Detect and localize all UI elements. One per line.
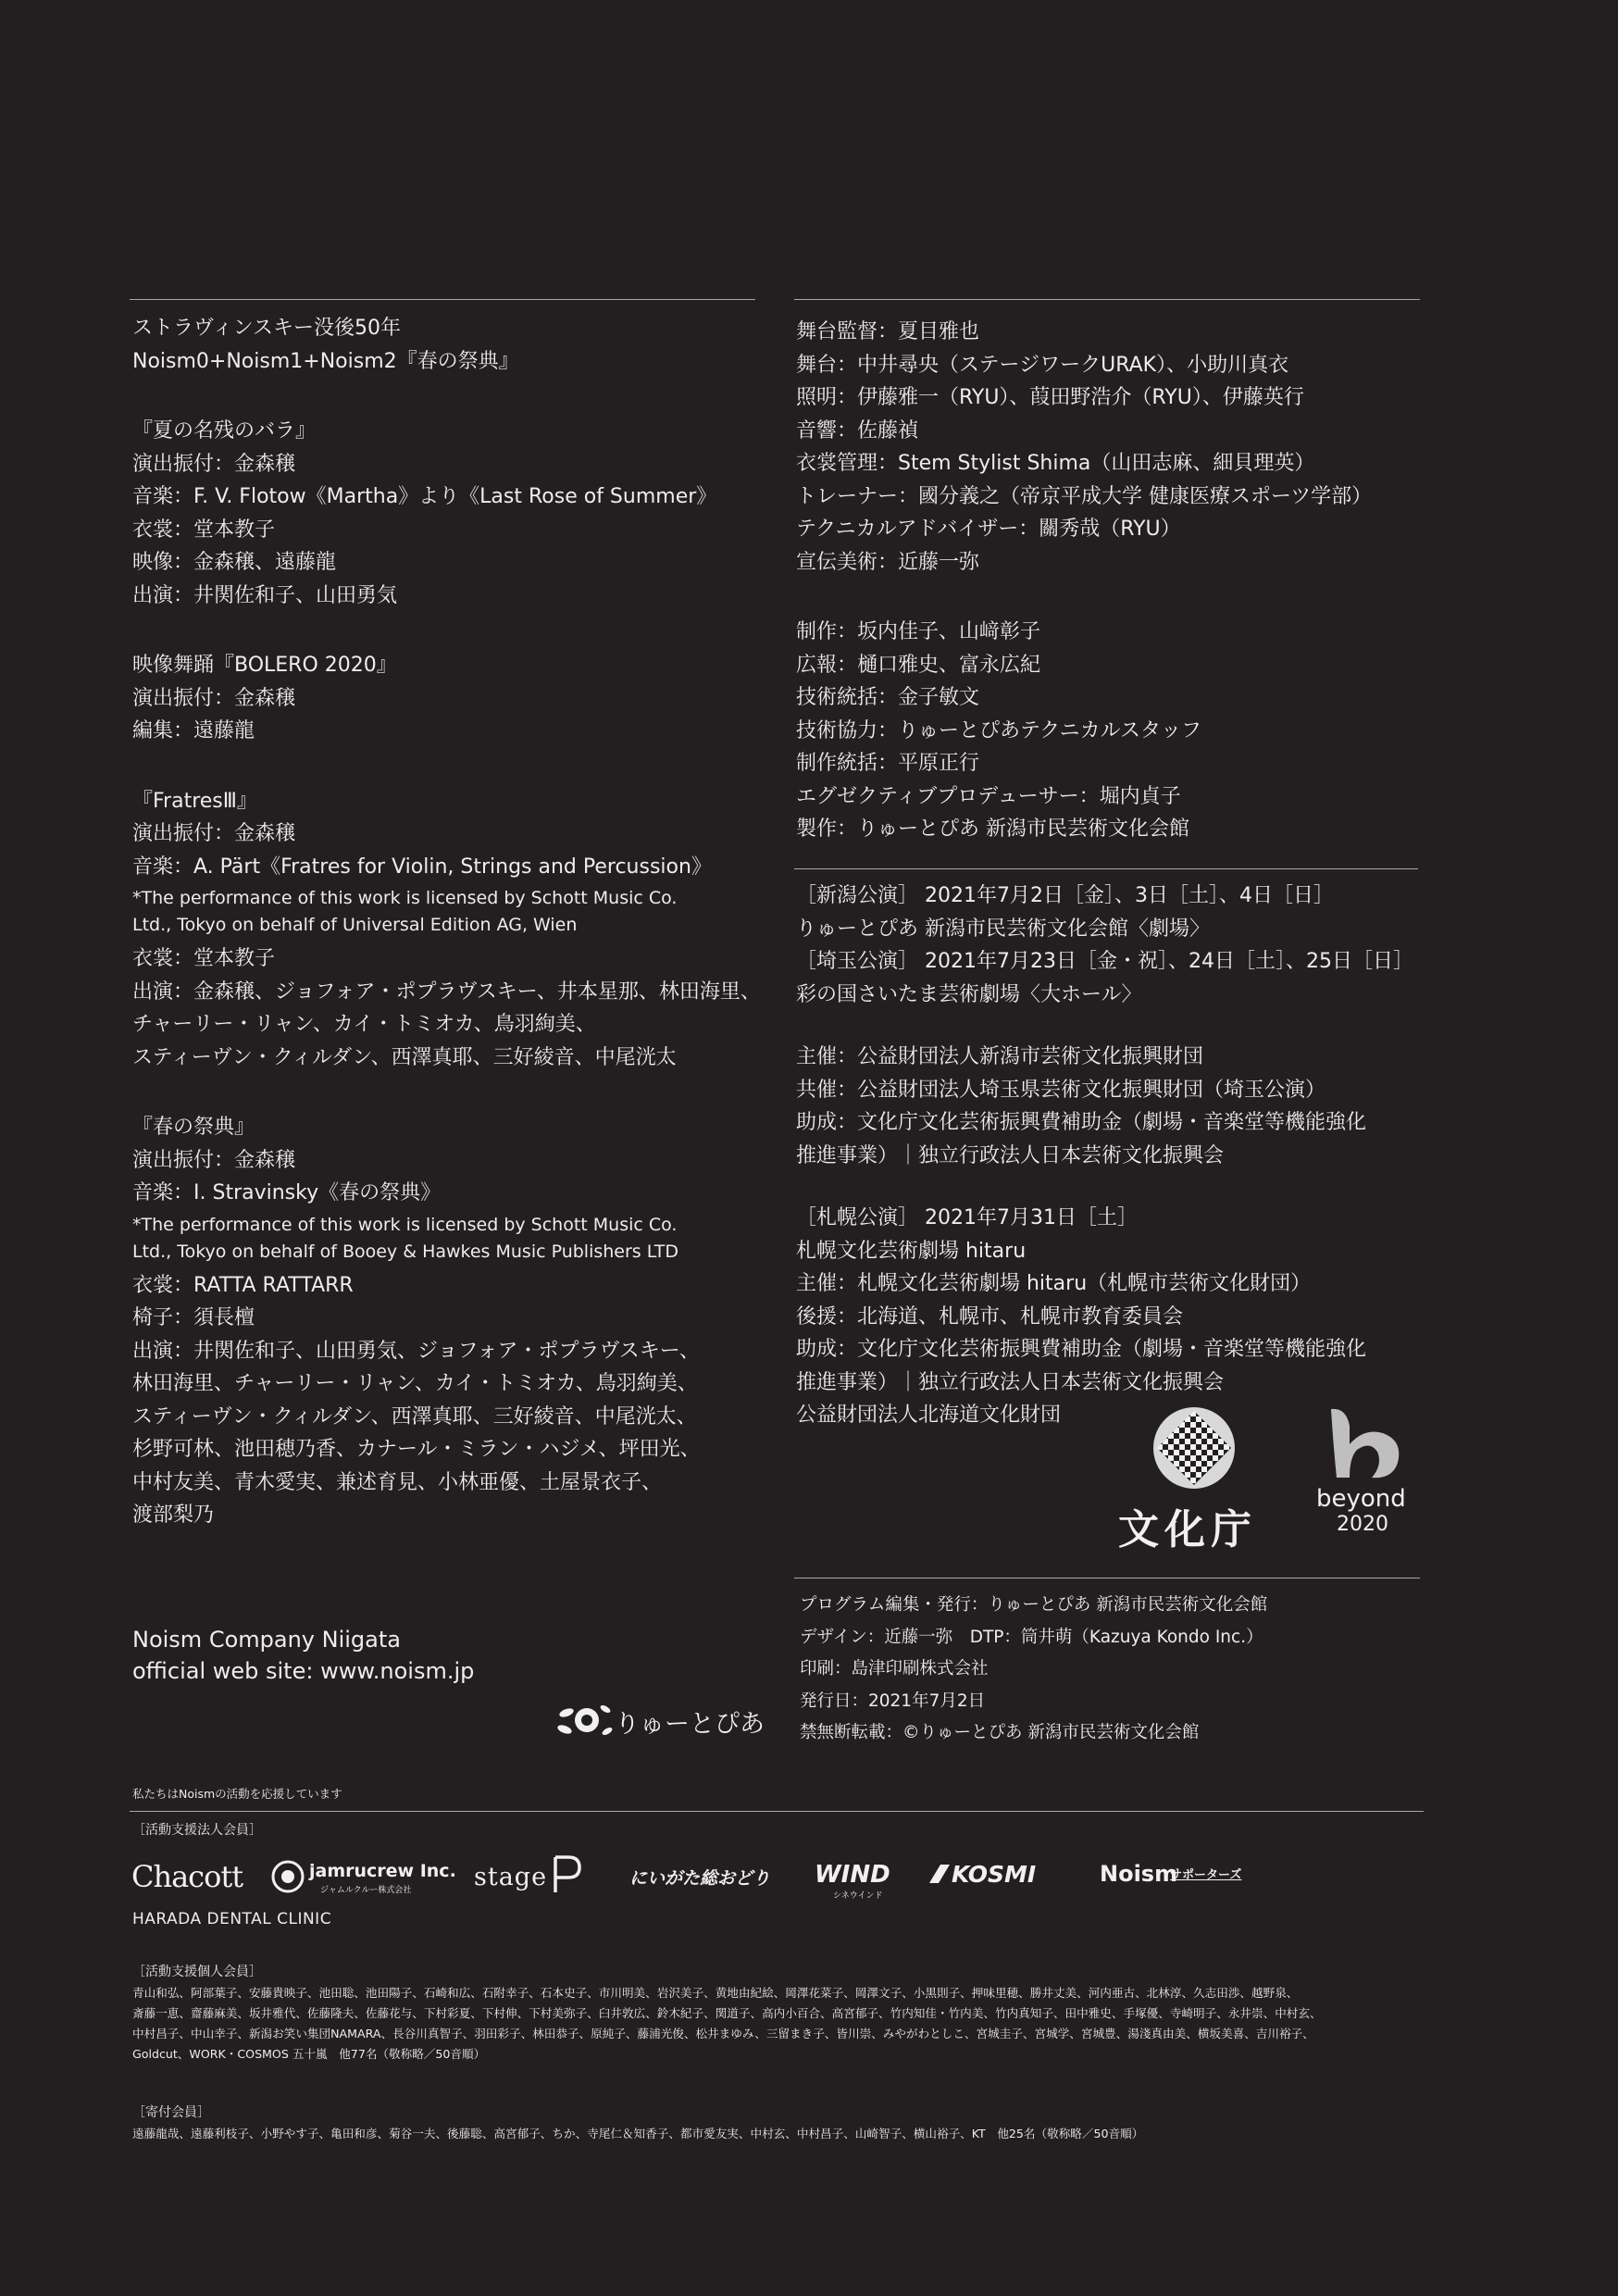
work-line: 林田海里、チャーリー・リャン、カイ・トミオカ、鳥羽絢美、 xyxy=(132,1372,698,1395)
beyond-text: beyond xyxy=(1316,1485,1406,1513)
bunkacho-logo xyxy=(1111,1405,1277,1554)
work-line: 出演：井関佐和子、山田勇気、ジョフォア・ポプラヴスキー、 xyxy=(132,1339,700,1363)
license-note: Ltd., Tokyo on behalf of Universal Edition AG, Wien xyxy=(132,915,578,935)
work-line: 演出振付：金森穣 xyxy=(132,686,296,710)
work-line: 衣裳：堂本教子 xyxy=(132,947,276,970)
noism-supporters-logo: Noism xyxy=(1100,1861,1178,1887)
wind-logo: WIND xyxy=(815,1861,890,1889)
bunkacho-checker-icon xyxy=(1151,1405,1237,1491)
work-line: 編集：遠藤龍 xyxy=(132,719,255,742)
staff-line: 照明：伊藤雅一（RYU）、葭田野浩介（RYU）、伊藤英行 xyxy=(796,386,1304,409)
member-line: 斎藤一恵、齋藤麻美、坂井雅代、佐藤隆夫、佐藤花与、下村彩夏、下村伸、下村美弥子、臼井敦広、鈴木紀子、関道子、高内小百合、高宮郁子、竹内知佳・竹内美、竹内真知子、田中雅史、手塚優、寺崎明子、永井崇、中村玄、 xyxy=(132,2006,1322,2020)
sapporo-line: 推進事業）｜独立行政法人日本芸術文化振興会 xyxy=(796,1370,1225,1394)
kosmi-logo: KOSMI xyxy=(952,1861,1037,1888)
work-line: チャーリー・リャン、カイ・トミオカ、鳥羽絢美、 xyxy=(132,1013,596,1036)
license-note: Ltd., Tokyo on behalf of Booey & Hawkes Music Publishers LTD xyxy=(132,1241,678,1262)
work-line: 演出振付：金森穣 xyxy=(132,822,296,845)
company-name: Noism Company Niigata xyxy=(132,1627,401,1653)
individual-members xyxy=(132,1961,1447,2065)
venue-rule xyxy=(794,868,1418,869)
sponsor-logos xyxy=(130,1853,1425,1900)
work-line: 映像：金森穣、遠藤龍 xyxy=(132,551,337,574)
company-info xyxy=(132,1624,474,1687)
work-line: 杉野可林、池田穂乃香、カナール・ミラン・ハジメ、坪田光、 xyxy=(132,1438,701,1461)
sapporo-line: ［札幌公演］ 2021年7月31日［土］ xyxy=(796,1206,1138,1229)
work-line: 演出振付：金森穣 xyxy=(132,1148,296,1172)
donor-members xyxy=(132,2102,1447,2144)
top-left-rule xyxy=(130,299,755,300)
donor-line: 遠藤龍哉、遠藤利枝子、小野やす子、亀田和彦、菊谷一夫、後藤聡、高宮郁子、ちか、寺尾仁＆知香子、都市愛友実、中村玄、中村昌子、山崎智子、横山裕子、KT 他25名（敬称略／50音順） xyxy=(132,2127,1144,2140)
beyond-mark-icon xyxy=(1318,1404,1411,1481)
credit-line: 発行日：2021年7月2日 xyxy=(800,1691,986,1711)
work-line: 衣裳：堂本教子 xyxy=(132,518,276,542)
venue-line: りゅーとぴあ 新潟市民芸術文化会館〈劇場〉 xyxy=(796,917,1210,941)
work-title: 『春の祭典』 xyxy=(132,1116,255,1139)
venue-line: ［埼玉公演］ 2021年7月23日［金・祝］、24日［土］、25日［日］ xyxy=(796,950,1413,973)
work-title: 『夏の名残のバラ』 xyxy=(132,419,317,443)
sapporo-line: 札幌文化芸術劇場 hitaru xyxy=(796,1239,1027,1263)
bunkacho-logo-text: 文化庁 xyxy=(1118,1506,1257,1554)
work-line: 音楽：A. Pärt《Fratres for Violin, Strings and Percussion》 xyxy=(132,855,712,879)
work-line: 渡部梨乃 xyxy=(132,1504,215,1527)
support-rule xyxy=(130,1811,1424,1812)
work-line: 椅子：須長檀 xyxy=(132,1306,255,1329)
sponsor-line: 助成：文化庁文化芸術振興費補助金（劇場・音楽堂等機能強化 xyxy=(796,1111,1367,1134)
individual-heading: ［活動支援個人会員］ xyxy=(132,1965,262,1979)
license-note: *The performance of this work is licensed by Schott Music Co. xyxy=(132,888,678,908)
sponsor-line: 推進事業）｜独立行政法人日本芸術文化振興会 xyxy=(796,1143,1225,1167)
staff-line: 技術協力：りゅーとぴあテクニカルスタッフ xyxy=(796,718,1202,742)
left-column xyxy=(132,312,780,1532)
noism-supporters-subtitle: サポーターズ xyxy=(1170,1868,1242,1882)
jamrucrew-icon xyxy=(270,1859,305,1894)
sponsor-line: 共催：公益財団法人埼玉県芸術文化振興財団（埼玉公演） xyxy=(796,1078,1326,1102)
staff-line: 音響：佐藤禎 xyxy=(796,418,919,443)
member-line: Goldcut、WORK・COSMOS 五十嵐 他77名（敬称略／50音順） xyxy=(132,2047,486,2061)
stage-p-icon xyxy=(552,1855,583,1894)
right-credits xyxy=(800,1590,1448,1750)
work-line: 出演：井関佐和子、山田勇気 xyxy=(132,583,398,607)
credit-line: プログラム編集・発行：りゅーとぴあ 新潟市民芸術文化会館 xyxy=(800,1595,1268,1615)
niigata-soodori-logo: にいがた総おどり xyxy=(629,1868,771,1889)
right-staff xyxy=(796,316,1444,846)
ryutopia-logo xyxy=(557,1698,765,1741)
stage-logo: stage xyxy=(474,1863,548,1891)
harada-dental: HARADA DENTAL CLINIC xyxy=(132,1910,332,1928)
credit-line: デザイン：近藤一弥 DTP：筒井萌（Kazuya Kondo Inc.） xyxy=(800,1627,1263,1647)
ryutopia-mark-icon xyxy=(557,1698,613,1741)
beyond-year: 2020 xyxy=(1337,1513,1388,1536)
work-title: 『FratresⅢ』 xyxy=(132,789,257,813)
donor-heading: ［寄付会員］ xyxy=(132,2105,210,2120)
jamrucrew-logo: jamrucrew Inc. xyxy=(309,1861,456,1881)
ryutopia-logo-text: りゅーとぴあ xyxy=(615,1710,765,1739)
venue-line: ［新潟公演］ 2021年7月2日［金］、3日［土］、4日［日］ xyxy=(796,884,1334,907)
staff-line: トレーナー：國分義之（帝京平成大学 健康医療スポーツ学部） xyxy=(796,484,1373,508)
work-line: スティーヴン・クィルダン、西澤真耶、三好綾音、中尾洸太、 xyxy=(132,1404,697,1429)
license-note: *The performance of this work is licensed by Schott Music Co. xyxy=(132,1214,678,1235)
chacott-logo: Chacott xyxy=(131,1859,243,1894)
sapporo-line: 主催：札幌文化芸術劇場 hitaru（札幌市芸術文化財団） xyxy=(796,1272,1312,1295)
staff-line: 製作：りゅーとぴあ 新潟市民芸術文化会館 xyxy=(796,817,1189,841)
staff-line: テクニカルアドバイザー：關秀哉（RYU） xyxy=(796,518,1181,541)
member-line: 青山和弘、阿部葉子、安藤貴映子、池田聡、池田陽子、石崎和広、石附幸子、石本史子、市川明美、岩沢美子、黄地由紀絵、岡澤花菜子、岡澤文子、小黒則子、押味里穂、勝井丈美、河内亜古、北林淳、久志田渉、越野泉、 xyxy=(132,1986,1299,2000)
right-venues xyxy=(796,880,1444,1432)
header-line: ストラヴィンスキー没後50年 xyxy=(132,317,402,340)
header-line: Noism0+Noism1+Noism2『春の祭典』 xyxy=(132,349,519,373)
staff-line: 衣裳管理：Stem Stylist Shima（山田志麻、細貝理英） xyxy=(796,452,1315,475)
work-line: 出演：金森穣、ジョフォア・ポプラヴスキー、井本星那、林田海里、 xyxy=(132,980,761,1004)
staff-line: 広報：樋口雅史、富永広紀 xyxy=(796,653,1041,677)
jamrucrew-subtitle: ジャムルクルー株式会社 xyxy=(320,1886,412,1895)
credit-line: 禁無断転載：©りゅーとぴあ 新潟市民芸術文化会館 xyxy=(800,1723,1200,1742)
beyond2020-logo xyxy=(1314,1404,1416,1542)
sapporo-line: 後援：北海道、札幌市、札幌市教育委員会 xyxy=(796,1304,1184,1329)
sapporo-line: 公益財団法人北海道文化財団 xyxy=(796,1404,1062,1427)
work-title: 映像舞踊『BOLERO 2020』 xyxy=(132,654,397,677)
member-line: 中村昌子、中山幸子、新潟お笑い集団NAMARA、長谷川真智子、羽田彩子、林田恭子、原純子、藤浦光俊、松井まゆみ、三留まき子、皆川崇、みやがわとしこ、宮城圭子、宮城学、宮城豊、湯淺真由美、横坂美喜、吉川裕子、 xyxy=(132,2027,1314,2040)
work-line: 音楽：I. Stravinsky《春の祭典》 xyxy=(132,1181,442,1204)
staff-line: 技術統括：金子敏文 xyxy=(796,686,980,709)
work-line: 中村友美、青木愛実、兼述育見、小林亜優、土屋景衣子、 xyxy=(132,1470,663,1494)
staff-line: 舞台：中井尋央（ステージワークURAK）、小助川真衣 xyxy=(796,353,1289,377)
work-line: 音楽：F. V. Flotow《Martha》より《Last Rose of Summer》 xyxy=(132,485,717,508)
venue-line: 彩の国さいたま芸術劇場〈大ホール〉 xyxy=(796,982,1142,1006)
sapporo-line: 助成：文化庁文化芸術振興費補助金（劇場・音楽堂等機能強化 xyxy=(796,1338,1367,1361)
staff-line: エグゼクティブプロデューサー：堀内貞子 xyxy=(796,784,1181,808)
sponsor-line: 主催：公益財団法人新潟市芸術文化振興財団 xyxy=(796,1045,1204,1068)
staff-line: 制作：坂内佳子、山﨑彰子 xyxy=(796,620,1041,643)
credit-line: 印刷：島津印刷株式会社 xyxy=(800,1659,989,1678)
wind-subtitle: シネウインド xyxy=(833,1891,883,1901)
kosmi-mark-icon xyxy=(927,1863,952,1885)
corporate-heading: ［活動支援法人会員］ xyxy=(132,1823,262,1838)
work-line: 衣裳：RATTA RATTARR xyxy=(132,1273,354,1297)
support-intro: 私たちはNoismの活動を応援しています xyxy=(132,1787,342,1801)
staff-line: 舞台監督：夏目雅也 xyxy=(796,320,980,343)
top-right-rule xyxy=(794,299,1420,300)
staff-line: 制作統括：平原正行 xyxy=(796,752,980,775)
staff-line: 宣伝美術：近藤一弥 xyxy=(796,550,980,574)
company-website[interactable]: official web site: www.noism.jp xyxy=(132,1658,475,1684)
work-line: スティーヴン・クィルダン、西澤真耶、三好綾音、中尾洸太 xyxy=(132,1045,677,1069)
work-line: 演出振付：金森穣 xyxy=(132,452,296,476)
